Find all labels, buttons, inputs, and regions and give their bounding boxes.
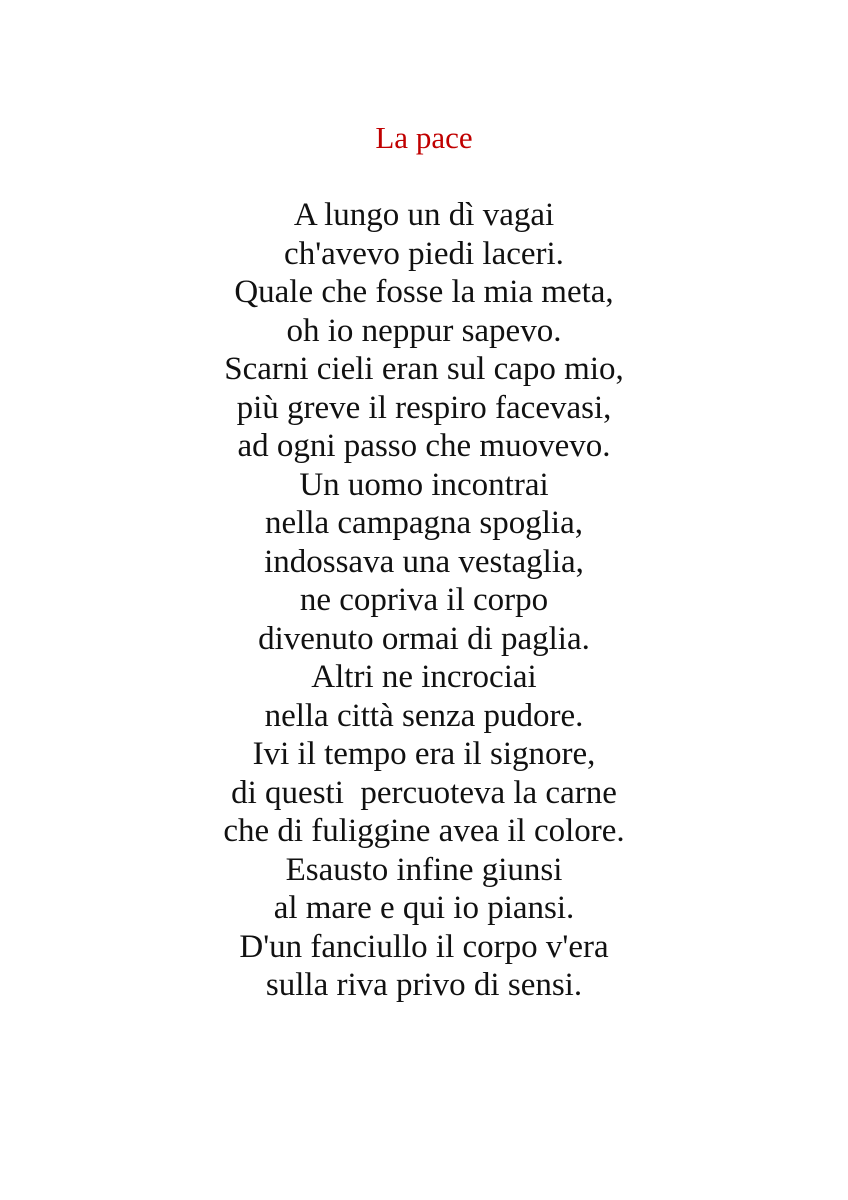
poem-verse: ne copriva il corpo <box>299 582 549 618</box>
poem-title: La pace <box>375 120 473 155</box>
poem-verse: nella città senza pudore. <box>264 697 584 734</box>
poem-verse: nella campagna spoglia, <box>265 505 583 541</box>
poem-verse: Esausto infine giunsi <box>285 851 563 888</box>
poem-verse: indossava una vestaglia, <box>264 543 584 580</box>
poem-verse: Scarni cieli eran sul capo mio, <box>224 351 624 387</box>
poem-verse: al mare e qui io piansi. <box>273 890 575 926</box>
poem-verse: che di fuliggine avea il colore. <box>223 813 625 849</box>
poem-verse: Altri ne incrociai <box>311 659 537 695</box>
poem-verse: A lungo un dì vagai <box>293 197 555 233</box>
poem-verse: più greve il respiro facevasi, <box>236 389 612 426</box>
poem-verse: ch'avevo piedi laceri. <box>284 235 564 272</box>
poem-verse: di questi percuoteva la carne <box>231 774 617 811</box>
poem-verse: D'un fanciullo il corpo v'era <box>239 928 609 965</box>
poem-verse: Un uomo incontrai <box>299 466 549 503</box>
poem-verse: Ivi il tempo era il signore, <box>252 736 596 772</box>
poem-verse: oh io neppur sapevo. <box>286 312 562 349</box>
poem-body <box>0 196 848 1005</box>
poem-verse: divenuto ormai di paglia. <box>258 620 590 657</box>
poem-verse: Quale che fosse la mia meta, <box>234 274 614 310</box>
poem-verse: sulla riva privo di sensi. <box>265 967 583 1003</box>
poem-verse: ad ogni passo che muovevo. <box>237 428 611 464</box>
